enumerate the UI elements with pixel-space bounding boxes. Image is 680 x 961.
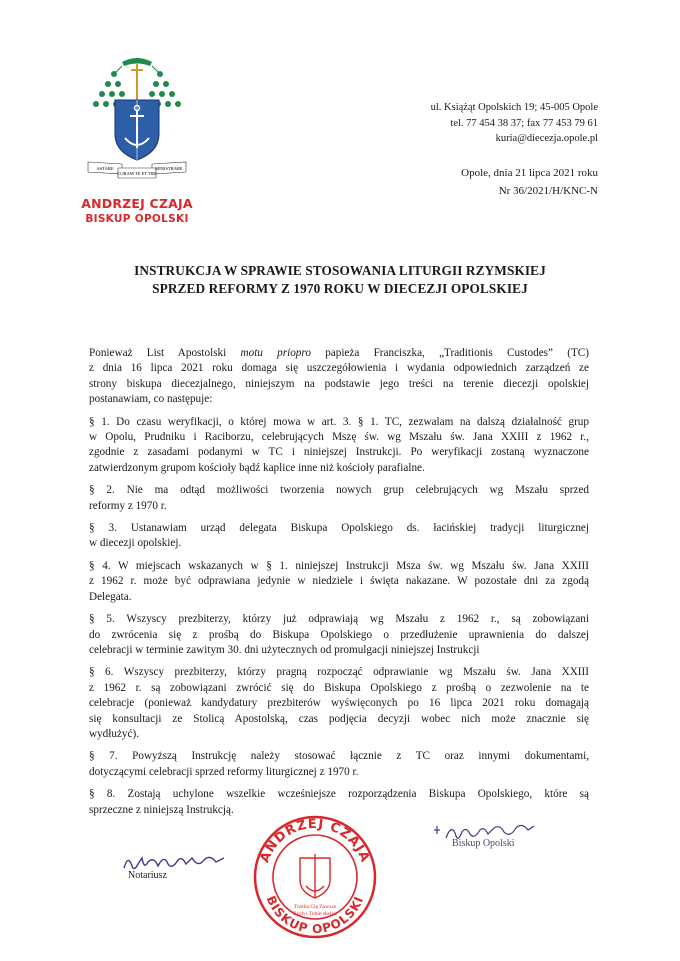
notary-label: Notariusz — [128, 870, 167, 881]
bishop-signature-label: Biskup Opolski — [452, 838, 515, 849]
crest-motto-left: ASTARE — [96, 166, 114, 171]
intro-paragraph — [89, 346, 589, 408]
bishop-title: BISKUP OPOLSKI — [85, 213, 189, 225]
paragraph-line: § 1. Do czasu weryfikacji, o której mowa w art. 3. § 1. TC, zezwalam na dalszą działalność grup — [89, 415, 589, 428]
svg-text:ANDRZEJ CZAJA: ANDRZEJ CZAJA — [257, 816, 373, 865]
paragraph-line: się konsultacji ze Stolicą Apostolską, czas podjęcia decyzji wobec nich może znacznie się — [89, 712, 589, 725]
address-phone: tel. 77 454 38 37; fax 77 453 79 61 — [450, 117, 598, 129]
document-date: Opole, dnia 21 lipca 2021 roku — [461, 167, 598, 179]
latin-phrase: motu priopro — [240, 347, 311, 359]
svg-text:BISKUP OPOLSKI: BISKUP OPOLSKI — [263, 893, 367, 937]
paragraph-line: z 1962 r. są zobowiązani zwrócić się do Biskupa Opolskiego z prośbą o zezwolenie na te — [89, 681, 589, 694]
section-paragraph-2 — [89, 483, 589, 514]
document-number: Nr 36/2021/H/KNC-N — [498, 185, 598, 197]
svg-text:Ruch i Tobie służyć: Ruch i Tobie służyć — [293, 911, 337, 917]
dateline-block — [461, 164, 598, 200]
paragraph-line: Delegata. — [89, 590, 132, 603]
paragraph-line: sprzeczne z niniejszą Instrukcją. — [89, 803, 234, 816]
section-paragraph-5 — [89, 612, 589, 658]
address-email: kuria@diecezja.opole.pl — [495, 133, 598, 144]
paragraph-line: wydłużyć). — [89, 727, 140, 740]
paragraph-line: zatwierdzonym grupom kościoły bądź kaplice inne niż kościoły parafialne. — [89, 461, 425, 474]
paragraph-line: § 8. Zostają uchylone wszelkie wcześniejsze rozporządzenia Biskupa Opolskiego, które są — [89, 788, 589, 801]
paragraph-line: z 1962 r. może być odprawiana jedynie w niedziele i święta nakazane. W pozostałe dni za zgodą — [89, 575, 589, 588]
document-title — [60, 262, 620, 298]
paragraph-line: § 5. Wszyscy prezbiterzy, którzy już odprawiają wg Mszału z 1962 r., są zobowiązani — [89, 613, 589, 626]
paragraph-line: postanawiam, co następuje: — [89, 393, 213, 406]
paragraph-line: § 3. Ustanawiam urząd delegata Biskupa Opolskiego ds. łacińskiej tradycji liturgicznej — [89, 522, 589, 535]
document-body — [89, 346, 589, 825]
bishop-seal-icon — [250, 812, 380, 942]
section-paragraph-3 — [89, 521, 589, 552]
svg-text:Trzeba Cię Zawsze: Trzeba Cię Zawsze — [293, 904, 337, 910]
paragraph-line: z dnia 16 lipca 2021 roku domaga się uszczegółowienia i wydania odpowiednich zarządzeń ze — [89, 362, 589, 375]
paragraph-line: § 4. W miejscach wskazanych w § 1. niniejszej Instrukcji Msza św. wg Mszału św. Jana XXIII — [89, 559, 589, 572]
paragraph-line: w Opolu, Prudniku i Raciborzu, celebrujących Mszę św. wg Mszału św. Jana XXIII z 1962 r., — [89, 431, 589, 444]
paragraph-line: Ponieważ List Apostolski motu priopro papieża Franciszka, „Traditionis Custodes” (TC) — [89, 347, 589, 359]
section-paragraph-6 — [89, 665, 589, 742]
section-paragraph-7 — [89, 749, 589, 780]
bishop-name: ANDRZEJ CZAJA — [81, 196, 193, 211]
coat-of-arms-icon — [82, 56, 192, 184]
paragraph-line: § 7. Powyższą Instrukcję należy stosować łącznie z TC oraz innymi dokumentami, — [89, 750, 589, 763]
paragraph-line: reformy z 1970 r. — [89, 499, 167, 512]
paragraph-line: celebracje (ponieważ kandydatury prezbiterów wyświęconych po 16 lipca 2021 roku domagają — [89, 697, 589, 710]
address-block — [431, 100, 598, 147]
address-street: ul. Książąt Opolskich 19; 45-005 Opole — [430, 102, 598, 113]
section-paragraph-1 — [89, 415, 589, 477]
title-line-1: INSTRUKCJA W SPRAWIE STOSOWANIA LITURGII RZYMSKIEJ — [134, 263, 546, 278]
crest-motto-center: CORAM TE ET TIBI — [117, 171, 157, 176]
section-paragraph-4 — [89, 559, 589, 605]
crest-motto-right: MINISTRARE — [155, 166, 183, 171]
paragraph-line: § 2. Nie ma odtąd możliwości tworzenia nowych grup celebrujących wg Mszału sprzed — [89, 484, 589, 497]
paragraph-line: § 6. Wszyscy prezbiterzy, którzy pragną rozpocząć odprawianie wg Mszału św. Jana XXIII — [89, 666, 589, 679]
title-line-2: SPRZED REFORMY Z 1970 ROKU W DIECEZJI OPOLSKIEJ — [152, 281, 528, 296]
paragraph-line: strony biskupa diecezjalnego, niniejszym na podstawie jego treści na terenie diecezji opolskiej — [89, 377, 589, 390]
paragraph-line: dotyczącymi celebracji sprzed reformy liturgicznej z 1970 r. — [89, 765, 359, 778]
paragraph-line: zgodnie z zasadami podanymi w TC i niniejszej Instrukcji. Po weryfikacji zostaną wyznaczone — [89, 446, 589, 459]
paragraph-line: celebracji w terminie zawitym 30. dni użytecznych od promulgacji niniejszej Instrukcji — [89, 643, 480, 656]
paragraph-line: w diecezji opolskiej. — [89, 537, 182, 550]
paragraph-line: do zwrócenia się z prośbą do Biskupa Opolskiego o przedłużenie uprawnienia do dalszej — [89, 628, 589, 641]
